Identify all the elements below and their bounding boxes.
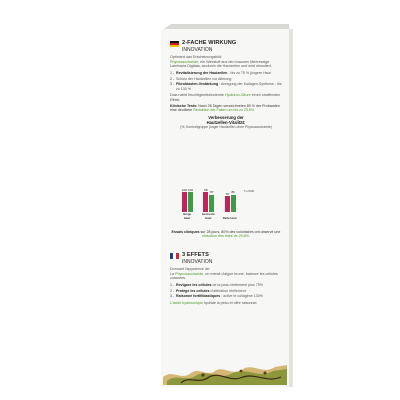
list-bold: Revigore les cellules: [176, 282, 212, 287]
bar-value-label: 87: [210, 190, 214, 195]
list-item: [170, 283, 282, 287]
list-number: 2 -: [170, 288, 175, 293]
fr-intro: [170, 267, 282, 281]
list-item: [170, 82, 282, 91]
list-item: [170, 289, 282, 293]
fr-header: [170, 252, 282, 265]
bar-value-label: 78: [225, 191, 229, 196]
fr-foot-rest: hydrate la peau et offre raisonner.: [202, 300, 258, 305]
list-number: 2 -: [170, 76, 175, 81]
de-intro-text: Optimiert das Erscheinungsbild:: [170, 55, 223, 59]
list-number: 3 -: [170, 294, 175, 299]
fr-intro-la: La: [170, 271, 176, 276]
list-bold: Raisonné fortifiblastiques: [176, 294, 221, 299]
chart-title-1: Verbesserung der: [208, 114, 244, 120]
de-intro-rest: , ein Wirkstoff aus den braunen Meeresalge Laminaria Digitata, wodurch die Hautzellen und wird stimuliert.: [170, 59, 272, 69]
list-text: : Anregung der Kollagen-Synthese - bis zu 130 %: [176, 82, 282, 91]
list-bold: Revitalisierung der Hautzellen: [176, 70, 228, 75]
list-item: [170, 294, 282, 298]
list-number: 1 -: [170, 282, 175, 287]
results-bold: Essais cliniques: [171, 230, 200, 234]
chart-bar: [225, 196, 230, 212]
de-hyaluron-note: [170, 93, 282, 102]
chart-legend: T-o PHB: [244, 190, 254, 193]
chart-bar: [231, 195, 236, 212]
list-text: : active le collagène 130%: [220, 294, 263, 299]
de-clinic-green: Reduktion der Falten um bis zu 29,6%.: [193, 108, 256, 113]
de-phyco-term: Phycosaccharide: [170, 59, 199, 64]
list-item: [170, 71, 282, 75]
list-text: Schutz der Hautzellen vor Alterung: [176, 76, 232, 81]
bar-value-label: 86: [231, 190, 235, 195]
chart-title-2: Hautzellen-Vitalität:: [206, 119, 246, 125]
fr-title: 3 EFFETS: [182, 252, 209, 258]
fr-subtitle: INNOVATION: [182, 259, 213, 265]
list-bold: Protège les cellules: [176, 288, 210, 293]
bar-value-label: 100: [181, 187, 187, 192]
de-clinic-bold: Klinische Tests:: [170, 104, 198, 109]
de-dazu-rest: einen straffenden Effekt.: [170, 92, 281, 102]
de-list: [170, 71, 282, 91]
chart-subtitle: (%; Kontrollgruppe junger Hautzellen ohne Phycosaccharide): [180, 124, 272, 129]
chart-bar: [188, 192, 193, 212]
seaweed-illustration: [163, 355, 287, 385]
chart-category-label: Junge Haut: [182, 212, 192, 220]
fr-hyaluron-note: [170, 301, 282, 305]
list-text: de la peau réellement plus 75%: [211, 282, 263, 287]
fr-section: [170, 252, 282, 305]
de-dazu-text: Dazu wirkt feuchtigkeitsbindende: [170, 92, 224, 97]
de-title: 2-FACHE WIRKUNG: [182, 40, 237, 46]
de-subtitle: INNOVATION: [182, 47, 213, 53]
de-hyaluron-term: Hyaluron-Säure: [224, 92, 251, 97]
fr-phyco-term: Phycosaccharide: [175, 271, 204, 276]
results-section: [170, 230, 282, 239]
bar-value-label: 98: [204, 187, 208, 192]
chart-bar: [203, 192, 208, 212]
fr-list: [170, 283, 282, 299]
de-clinic-body: Nach 28 Tagen verzeichneten 80 % der Probanden eine deutliche: [170, 104, 280, 113]
de-intro: [170, 55, 282, 69]
chart-category-label: Reife Haut: [222, 215, 237, 220]
list-text: - bis zu 75 % jüngere Haut: [227, 70, 271, 75]
de-header: [170, 40, 282, 53]
bar-value-label: 100: [187, 187, 193, 192]
chart-category-label: Gestreste Haut: [201, 212, 215, 220]
fr-intro-rest: , un extrait d'algue brune, balance les cellules cutanées.: [170, 271, 278, 281]
list-number: 1 -: [170, 70, 175, 75]
de-clinic-text: [170, 104, 282, 113]
fr-hyaluron-term: L'acide hyaluronique: [170, 300, 203, 305]
list-item: [170, 77, 282, 81]
results-body: sur 28 jours, 80% des volontaires ont observé une: [199, 230, 281, 234]
flag-fr-icon: [170, 253, 179, 259]
chart-bar: [182, 192, 187, 212]
results-green: réduction des rides de 29,6%.: [202, 234, 250, 239]
vitality-bar-chart: [178, 187, 242, 220]
de-section: [170, 40, 282, 129]
fr-intro-text: Donnant l'apparence de:: [170, 267, 211, 271]
list-text: d'altération réellement: [209, 288, 246, 293]
list-bold: Fibroblasten-Vestärkung: [176, 82, 219, 87]
flag-de-icon: [170, 41, 179, 47]
chart-bar: [209, 195, 214, 212]
list-number: 3 -: [170, 82, 175, 87]
results-text: [170, 230, 282, 239]
